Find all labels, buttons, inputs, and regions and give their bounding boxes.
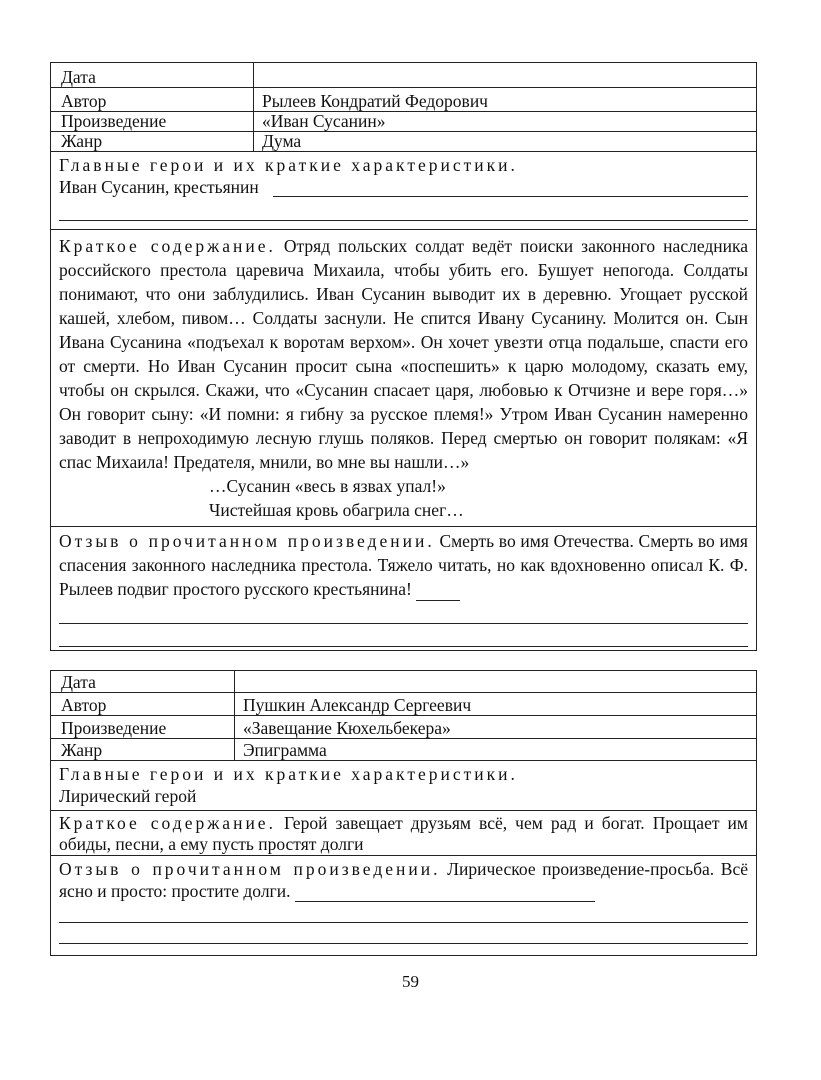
author-row — [51, 88, 756, 112]
reading-card-1 — [50, 62, 757, 651]
answer-line[interactable] — [59, 902, 748, 923]
quote-line: Чистейшая кровь обагрила снег… — [209, 500, 464, 520]
heroes-text: Иван Сусанин, крестьянин — [59, 177, 259, 197]
summary-text: Отряд польских солдат ведёт поиски законного наследника российского престола царевича Михаила, чтобы убить его. Бушует непогода. Солдаты понимают, что они заблудились. Иван Сусанин выводит их в деревню. Угощает русской кашей, хлебом, пивом… Солдаты заснули. Не спится Ивану Сусанину. Молится он. Сын Ивана Сусанина «подъехал к воротам верхом». Он хочет увезти отца подальше, спасти его от смерти. Но Иван Сусанин просит сына «поспешить» к царю молодому, сказать ему, чтобы он скрылся. Скажи, что «Сусанин спасает царя, любовью к Отчизне и вере горя…» Он говорит сыну: «И помни: я гибну за русское племя!» Утром Иван Сусанин намеренно заводит в непроходимую лесную глушь поляков. Перед смертью он говорит полякам: «Я спас Михаила! Предателя, мнили, во мне вы нашли…» — [59, 236, 748, 472]
heroes-heading: Главные герои и их краткие характеристики. — [59, 764, 518, 784]
work-row — [51, 112, 756, 132]
summary-heading: Краткое содержание. — [59, 813, 276, 833]
author-row — [51, 693, 756, 716]
work-row — [51, 716, 756, 739]
review-heading: Отзыв о прочитанном произведении. — [59, 531, 435, 551]
work-value: «Иван Сусанин» — [262, 110, 386, 131]
summary-section — [51, 811, 756, 856]
summary-heading: Краткое содержание. — [59, 236, 276, 256]
heroes-section — [51, 761, 756, 811]
genre-row — [51, 739, 756, 761]
review-heading: Отзыв о прочитанном произведении. — [59, 859, 441, 879]
genre-label: Жанр — [51, 739, 235, 760]
author-label: Автор — [51, 693, 235, 715]
review-text: Смерть во имя Отечества. Смерть во имя спасения законного наследника престола. Тяжело читать, но как вдохновенно описал К. Ф. Рылеев подвиг простого русского крестьянина! — [59, 531, 748, 599]
answer-line[interactable] — [59, 198, 748, 221]
author-value: Пушкин Александр Сергеевич — [243, 694, 472, 715]
author-label: Автор — [51, 88, 254, 111]
review-text: Лирическое произведение-просьба. Всё ясно и просто: простите долги. — [59, 859, 749, 901]
review-section — [51, 527, 756, 651]
heroes-section — [51, 152, 756, 230]
work-label: Произведение — [51, 112, 254, 131]
answer-line[interactable] — [59, 923, 748, 944]
review-section — [51, 856, 756, 944]
answer-line[interactable] — [59, 624, 748, 647]
date-label: Дата — [51, 63, 254, 87]
date-value[interactable] — [254, 63, 756, 87]
answer-line[interactable] — [295, 883, 595, 902]
heroes-text: Лирический герой — [59, 786, 197, 806]
date-row — [51, 63, 756, 88]
work-label: Произведение — [51, 716, 235, 738]
summary-text: Герой завещает друзьям всё, чем рад и богат. Прощает им обиды, песни, а ему пусть простят долги — [59, 813, 748, 854]
heroes-heading: Главные герои и их краткие характеристики. — [59, 155, 518, 175]
work-value: «Завещание Кюхельбекера» — [243, 717, 451, 738]
summary-section — [51, 230, 756, 527]
genre-value: Эпиграмма — [243, 739, 327, 760]
answer-line[interactable] — [273, 176, 748, 197]
date-row — [51, 671, 756, 693]
reading-card-2 — [50, 670, 757, 956]
genre-label: Жанр — [51, 132, 254, 151]
page-number: 59 — [402, 972, 419, 991]
date-value[interactable] — [235, 671, 756, 692]
genre-row — [51, 132, 756, 152]
date-label: Дата — [51, 671, 235, 692]
quote-line: …Сусанин «весь в язвах упал!» — [209, 476, 446, 496]
author-value: Рылеев Кондратий Федорович — [262, 90, 488, 111]
answer-line[interactable] — [416, 582, 460, 601]
genre-value: Дума — [262, 130, 302, 151]
answer-line[interactable] — [59, 601, 748, 624]
